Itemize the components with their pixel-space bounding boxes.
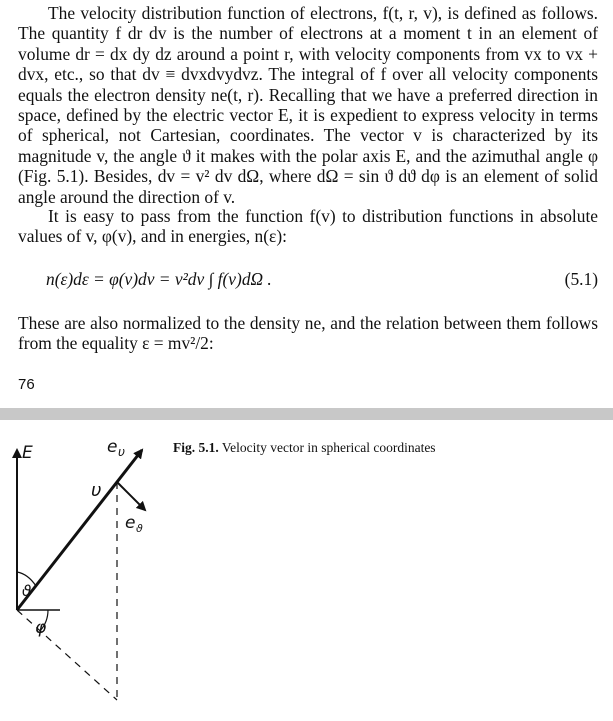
label-e-theta-sub: ϑ	[136, 522, 143, 535]
label-v: υ	[91, 480, 102, 501]
equation-number: (5.1)	[564, 269, 598, 289]
label-e-v: e	[107, 437, 118, 457]
label-e-axis: E	[22, 443, 33, 463]
equation-text: n(ε)dε = φ(v)dv = v²dv ∫ f(v)dΩ .	[46, 269, 272, 289]
projection-diagonal	[17, 610, 117, 700]
page-number: 76	[18, 376, 35, 393]
equation-5-1	[18, 265, 598, 295]
page-separator	[0, 408, 613, 420]
paragraph-distribution-functions: It is easy to pass from the function f(v) to distribution functions in absolute values of v, φ(v), and in energies, n(ε):	[18, 206, 598, 247]
paragraph-velocity-distribution: The velocity distribution function of electrons, f(t, r, v), is defined as follows. The quantity f dr dv is the number of electrons at a moment t in an element of volume dr = dx dy dz around a point r, with velocity components from vx to vx + dvx, etc., so that dv ≡ dvxdvydvz. The integral of f over all velocity components equals the electron density ne(t, r). Recalling that we have a preferred direction in space, defined by the electric vector E, it is expedient to express velocity in terms of spherical, not Cartesian, coordinates. The vector v is characterized by its magnitude v, the angle ϑ it makes with the polar axis E, and the azimuthal angle φ (Fig. 5.1). Besides, dv = v² dv dΩ, where dΩ = sin ϑ dϑ dφ is an element of solid angle around the direction of v.	[18, 3, 598, 207]
caption-label: Fig. 5.1.	[173, 440, 219, 455]
paragraph-normalization: These are also normalized to the density ne, and the relation between them follows from the equality ε = mv²/2:	[18, 313, 598, 354]
e-theta-arrow	[117, 482, 145, 510]
label-e-v-sub: υ	[118, 445, 125, 459]
caption-text: Velocity vector in spherical coordinates	[221, 440, 436, 455]
label-theta: ϑ	[22, 582, 32, 600]
label-phi: φ	[35, 618, 47, 638]
label-e-theta: e	[125, 513, 136, 533]
velocity-vector-figure	[0, 420, 613, 721]
